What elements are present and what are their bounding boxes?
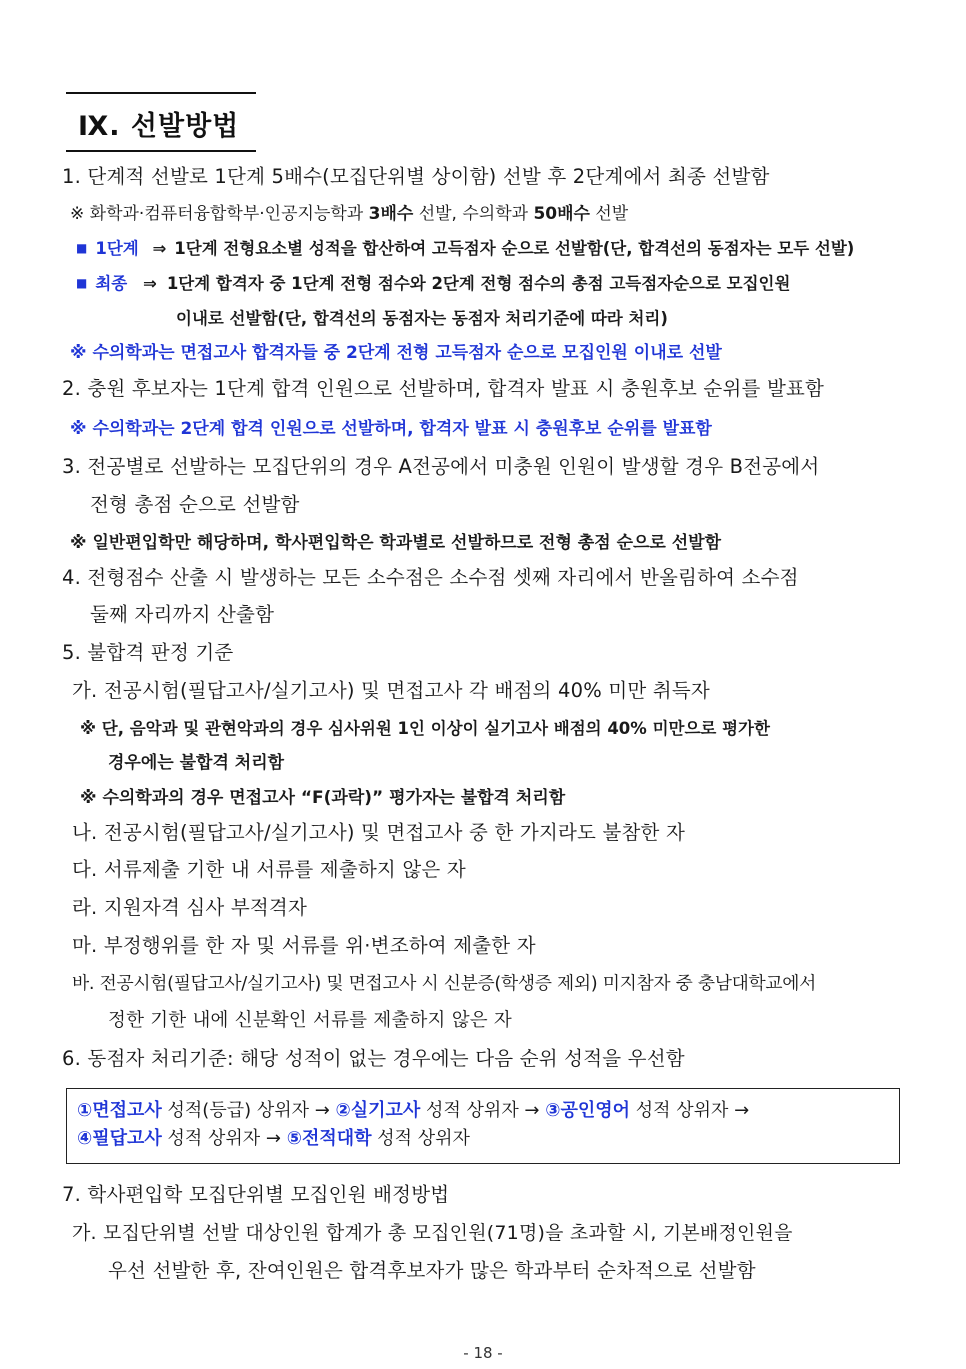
item-5-a-note-2: ※ 수의학과의 경우 면접고사 “F(과락)” 평가자는 불합격 처리함 xyxy=(80,788,566,808)
item-5-e: 마. 부정행위를 한 자 및 서류를 위·변조하여 제출한 자 xyxy=(72,934,536,957)
item-4: 4. 전형점수 산출 시 발생하는 모든 소수점은 소수점 셋째 자리에서 반올림하여 소수점 xyxy=(62,566,799,589)
page-number: - 18 - xyxy=(463,1344,503,1362)
item-7: 7. 학사편입학 모집단위별 모집인원 배정방법 xyxy=(62,1183,450,1206)
item-5-f: 바. 전공시험(필답고사/실기고사) 및 면접고사 시 신분증(학생증 제외) 미지참자 중 충남대학교에서 xyxy=(72,973,816,994)
item-3-note: ※ 일반편입학만 해당하며, 학사편입학은 학과별로 선발하므로 전형 총점 순으로 선발함 xyxy=(70,533,722,553)
item-1-note: ※ 화학과·컴퓨터융합학부·인공지능학과 3배수 선발, 수의학과 50배수 선발 xyxy=(70,204,629,224)
item-5-a-note-1: ※ 단, 음악과 및 관현악과의 경우 심사위원 1인 이상이 실기고사 배점의 40% 미만으로 평가한 xyxy=(80,719,770,738)
item-5: 5. 불합격 판정 기준 xyxy=(62,641,234,664)
stage1-line: ■ 1단계 ⇒ 1단계 전형요소별 성적을 합산하여 고득점자 순으로 선발함(단, 합격선의 동점자는 모두 선발) xyxy=(76,239,855,258)
square-bullet-icon: ■ xyxy=(76,241,88,255)
item-2: 2. 충원 후보자는 1단계 합격 인원으로 선발하며, 합격자 발표 시 충원후보 순위를 발표함 xyxy=(62,377,825,400)
item-5-b: 나. 전공시험(필답고사/실기고사) 및 면접고사 중 한 가지라도 불참한 자 xyxy=(72,821,686,844)
final-line-2: 이내로 선발함(단, 합격선의 동점자는 동점자 처리기준에 따라 처리) xyxy=(176,309,668,328)
vet-note-2: ※ 수의학과는 2단계 합격 인원으로 선발하며, 합격자 발표 시 충원후보 순위를 발표함 xyxy=(70,419,712,439)
section-title: Ⅸ. 선발방법 xyxy=(78,111,240,142)
final-line: ■ 최종 ⇒ 1단계 합격자 중 1단계 전형 점수와 2단계 전형 점수의 총점 고득점자순으로 모집인원 xyxy=(76,274,791,293)
section-title-box xyxy=(66,92,256,152)
item-1: 1. 단계적 선발로 1단계 5배수(모집단위별 상이함) 선발 후 2단계에서 최종 선발함 xyxy=(62,165,770,188)
arrow-icon: ⇒ xyxy=(142,274,157,293)
item-7-a: 가. 모집단위별 선발 대상인원 합계가 총 모집인원(71명)을 초과할 시, 기본배정인원을 xyxy=(72,1222,793,1244)
item-3-cont: 전형 총점 순으로 선발함 xyxy=(90,493,300,516)
item-4-cont: 둘째 자리까지 산출함 xyxy=(90,603,275,626)
arrow-icon: ⇒ xyxy=(152,239,167,258)
tiebreak-line-2: ④필답고사 성적 상위자 → ⑤전적대학 성적 상위자 xyxy=(77,1128,470,1149)
tiebreak-box xyxy=(66,1088,900,1164)
item-5-d: 라. 지원자격 심사 부적격자 xyxy=(72,896,308,919)
item-5-a-note-1-cont: 경우에는 불합격 처리함 xyxy=(108,753,285,773)
item-5-c: 다. 서류제출 기한 내 서류를 제출하지 않은 자 xyxy=(72,858,466,881)
item-5-f-cont: 정한 기한 내에 신분확인 서류를 제출하지 않은 자 xyxy=(108,1010,512,1031)
vet-note-1: ※ 수의학과는 면접고사 합격자들 중 2단계 전형 고득점자 순으로 모집인원 이내로 선발 xyxy=(70,343,722,363)
item-7-a-cont: 우선 선발한 후, 잔여인원은 합격후보자가 많은 학과부터 순차적으로 선발함 xyxy=(108,1259,756,1282)
item-3: 3. 전공별로 선발하는 모집단위의 경우 A전공에서 미충원 인원이 발생할 경우 B전공에서 xyxy=(62,455,820,478)
tiebreak-line-1: ①면접고사 성적(등급) 상위자 → ②실기고사 성적 상위자 → ③공인영어 성적 상위자 → xyxy=(77,1100,750,1121)
item-5-a: 가. 전공시험(필답고사/실기고사) 및 면접고사 각 배점의 40% 미만 취득자 xyxy=(72,679,710,702)
square-bullet-icon: ■ xyxy=(76,276,88,290)
item-6: 6. 동점자 처리기준: 해당 성적이 없는 경우에는 다음 순위 성적을 우선함 xyxy=(62,1047,685,1070)
